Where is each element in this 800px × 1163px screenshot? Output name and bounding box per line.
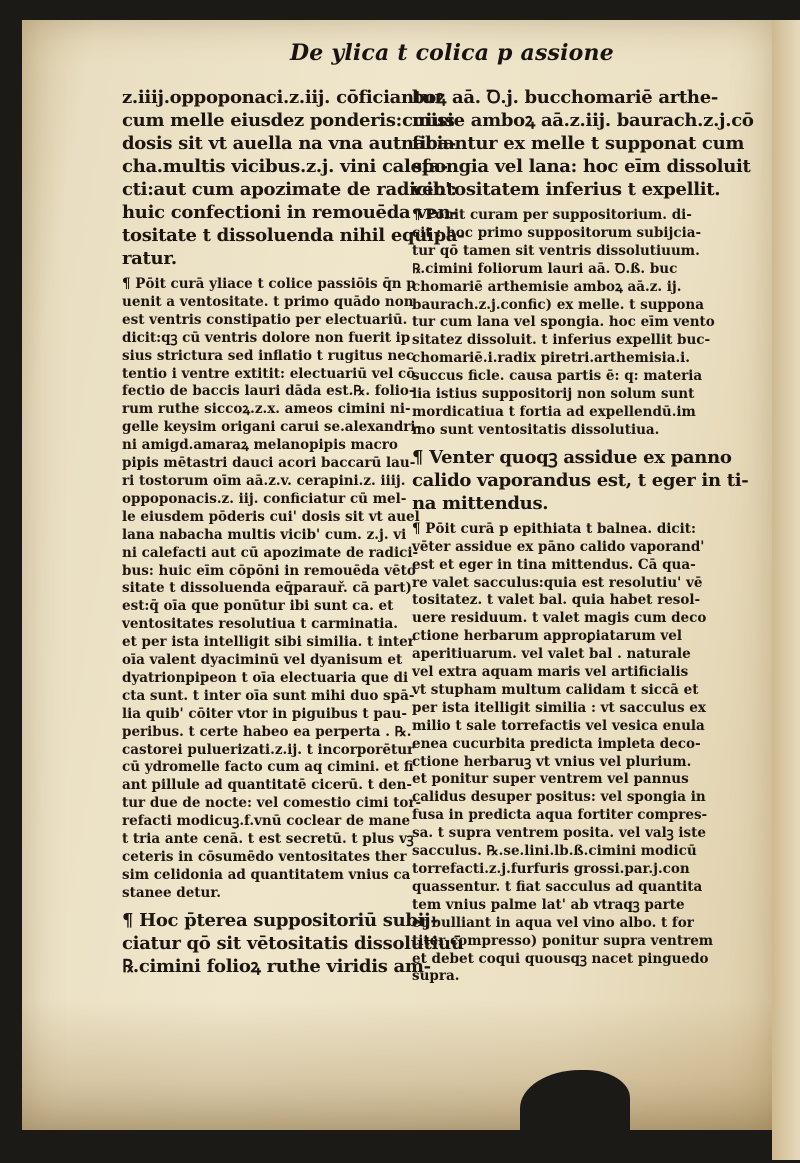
text-line: fectio de baccis lauri dāda est.℞. folio- xyxy=(122,383,415,400)
text-line: dosis sit vt auella na vna autnaba- xyxy=(122,133,456,154)
paragraph xyxy=(412,446,749,515)
text-line: titer compresso) ponitur supra ventrem xyxy=(412,932,714,949)
text-line: oppoponacis.z. iij. conficiatur cū mel- xyxy=(122,490,407,507)
text-line: re valet sacculus:quia est resolutiu' vē xyxy=(412,574,703,591)
text-line: sim celidonia ad quantitatem vnius ca xyxy=(122,866,411,883)
text-line: stanee detur. xyxy=(122,884,221,901)
text-line: misie amboꝝ aā.z.iij. baurach.z.j.cō xyxy=(412,110,754,131)
text-line: ri tostorum oīm aā.z.v. cerapini.z. iiij. xyxy=(122,472,406,489)
text-line: lia quib' cōiter vtor in piguibus t pau- xyxy=(122,705,407,722)
text-line: ¶ Hoc p̄terea suppositoriū subij- xyxy=(122,909,438,931)
text-line: enea cucurbita predicta impleta deco- xyxy=(412,735,701,752)
text-line: per ista itelligit similia : vt sacculus ex xyxy=(412,699,706,716)
text-line: ventositatem inferius t expellit. xyxy=(412,179,721,200)
text-line: mordicatiua t fortia ad expellendū.im xyxy=(412,403,696,420)
text-line: rum ruthe siccoꝝ.z.x. ameos cimini ni- xyxy=(122,401,411,418)
text-line: et bulliant in aqua vel vino albo. t for xyxy=(412,914,694,931)
text-line: succus ficle. causa partis ē: q: materia xyxy=(412,368,703,385)
text-line: ℞.cimini folioꝝ ruthe viridis am- xyxy=(122,955,431,977)
text-line: vel extra aquam maris vel artificialis xyxy=(412,664,689,681)
text-line: sitate t dissoluenda eq̄parauř. cā part) xyxy=(122,580,412,597)
text-line: spongia vel lana: hoc eīm dissoluit xyxy=(412,156,751,177)
text-line: lia istius suppositorij non solum sunt xyxy=(412,386,695,403)
text-line: cū ydromelle facto cum aq cimini. et fi xyxy=(122,759,414,776)
text-line: oīa valent dyaciminū vel dyanisum et xyxy=(122,652,403,669)
text-line: na mittendus. xyxy=(412,492,549,514)
text-line: huic confectioni in remouēda ven- xyxy=(122,202,458,223)
text-line: chomariē arthemisie amboꝝ aā.z. ij. xyxy=(412,278,682,295)
torn-corner xyxy=(520,1070,630,1140)
right-text-column xyxy=(412,86,754,986)
text-line: et debet coqui quousqꝫ nacet pinguedo xyxy=(412,950,709,967)
text-line: tositatez. t valet bal. quia habet resol- xyxy=(412,592,701,609)
text-line: tem vnius palme lat' ab vtraqꝫ parte xyxy=(412,896,685,913)
text-line: dicit:qꝫ cū ventris dolore non fuerit ip xyxy=(122,329,411,346)
text-line: ventositates resolutiua t carminatia. xyxy=(122,616,399,633)
text-line: aperitiuarum. vel valet bal . naturale xyxy=(412,646,691,663)
text-line: ant pillule ad quantitatē cicerū. t den- xyxy=(122,777,412,794)
paragraph xyxy=(412,207,715,440)
text-line: tur due de nocte: vel comestio cimi tor- xyxy=(122,795,422,812)
text-line: ficiantur ex melle t supponat cum xyxy=(412,133,745,154)
text-line: est et eger in tina mittendus. Cā qua- xyxy=(412,556,696,573)
text-line: calidus desuper positus: vel spongia in xyxy=(412,789,706,806)
text-line: milio t sale torrefactis vel vesica enula xyxy=(412,717,705,734)
text-line: castorei puluerizati.z.ij. t incorporētur xyxy=(122,741,415,758)
text-line: peribus. t certe habeo ea perperta . ℞. xyxy=(122,723,412,740)
text-line: ¶ Ponit curam per suppositorium. di- xyxy=(412,207,692,223)
text-line: tur cum lana vel spongia. hoc eīm vento xyxy=(412,314,715,331)
text-line: cta sunt. t inter oīa sunt mihi duo spā- xyxy=(122,687,415,704)
text-line: et ponitur super ventrem vel pannus xyxy=(412,771,689,788)
text-line: cum melle eiusdez ponderis:cuius xyxy=(122,110,455,131)
text-line: vēter assidue ex pāno calido vaporand' xyxy=(412,538,705,555)
text-line: mo sunt ventositatis dissolutiua. xyxy=(412,421,660,438)
text-line: z.iiij.oppoponaci.z.iij. cōficiantur xyxy=(122,87,444,108)
text-line: ¶ Venter quoqꝫ assidue ex panno xyxy=(412,446,732,468)
text-line: cha.multis vicibus.z.j. vini calefa- xyxy=(122,156,448,177)
text-line: ¶ Pōit curā yliace t colice passiōis q̄n p xyxy=(122,276,416,292)
text-line: sitatez dissoluit. t inferius expellit buc- xyxy=(412,332,711,349)
text-line: lana nabacha multis vicib' cum. z.j. vi xyxy=(122,526,407,543)
text-line: supra. xyxy=(412,968,460,985)
text-line: ni amigd.amaraꝝ melanopipis macro xyxy=(122,437,398,454)
text-line: uere residuum. t valet magis cum deco xyxy=(412,610,707,627)
text-line: cit : hoc primo suppositorum subijcia- xyxy=(412,224,702,241)
text-line: est ventris constipatio per electuariū. xyxy=(122,311,408,328)
text-line: pipis mētastri dauci acori baccarū lau- xyxy=(122,455,416,472)
text-line: sacculus. ℞.se.lini.lb.ß.cimini modicū xyxy=(412,843,697,860)
text-line: sa. t supra ventrem posita. vel valꝫ iste xyxy=(412,825,706,842)
text-line: quassentur. t fiat sacculus ad quantita xyxy=(412,878,703,895)
text-line: bus: huic eīm cōpōni in remouēda vēto xyxy=(122,562,416,579)
text-line: gelle keysim origani carui se.alexandri- xyxy=(122,419,422,436)
facing-page-edge xyxy=(772,20,800,1160)
text-line: ratur. xyxy=(122,248,177,269)
text-line: chomariē.i.radix piretri.arthemisia.i. xyxy=(412,350,690,367)
running-title: De ylica t colica p assione xyxy=(290,40,614,66)
text-line: boꝝ aā. Ꝺ.j. bucchomariē arthe- xyxy=(412,87,719,108)
paragraph xyxy=(122,276,422,903)
paragraph xyxy=(122,86,465,270)
text-line: ¶ Pōit curā p epithiata t balnea. dicit: xyxy=(412,520,696,537)
text-line: uenit a ventositate. t primo quādo non xyxy=(122,293,414,310)
text-line: et per ista intelligit sibi similia. t inter xyxy=(122,634,415,651)
text-line: ℞.cimini foliorum lauri aā. Ꝺ.ß. buc xyxy=(412,260,678,277)
text-line: ceteris in cōsumēdo ventositates ther xyxy=(122,849,407,865)
text-line: tentio i ventre extitit: electuariū vel cō xyxy=(122,365,416,382)
text-line: t tria ante cenā. t est secretū. t plus vꝫ xyxy=(122,831,414,848)
paragraph xyxy=(412,520,714,987)
text-line: ciatur qō sit vētositatis dissolutiuū xyxy=(122,932,464,954)
text-line: est:q̄ oīa que ponūtur ibi sunt ca. et xyxy=(122,598,394,615)
text-line: ctione herbarum approꝑiatarum vel xyxy=(412,628,682,645)
text-line: ctione herbaruꝫ vt vnius vel plurium. xyxy=(412,753,692,770)
text-line: refacti modicuꝫ.f.vnū coclear de mane xyxy=(122,813,411,830)
text-line: tur qō tamen sit ventris dissolutiuum. xyxy=(412,242,700,259)
text-line: vt stupham multum calidam t siccā et xyxy=(412,681,699,698)
text-line: cti:aut cum apozimate de radicib': xyxy=(122,179,457,200)
text-line: tositate t dissoluenda nihil equipa- xyxy=(122,225,465,246)
text-line: le eiusdem pōderis cui' dosis sit vt auel xyxy=(122,508,420,525)
text-line: ni calefacti aut cū apozimate de radici- xyxy=(122,544,419,561)
text-line: dyatrionpipeon t oīa electuaria que di xyxy=(122,669,409,686)
text-line: fusa in predicta aqua fortiter compres- xyxy=(412,807,708,824)
text-line: torrefacti.z.j.furfuris grossi.par.j.con xyxy=(412,861,690,877)
text-line: calido vaporandus est, t eger in ti- xyxy=(412,469,749,491)
text-line: baurach.z.j.confic) ex melle. t suppona xyxy=(412,296,704,313)
paragraph xyxy=(412,86,754,201)
text-line: sius strictura sed inflatio t rugitus nec xyxy=(122,347,415,364)
